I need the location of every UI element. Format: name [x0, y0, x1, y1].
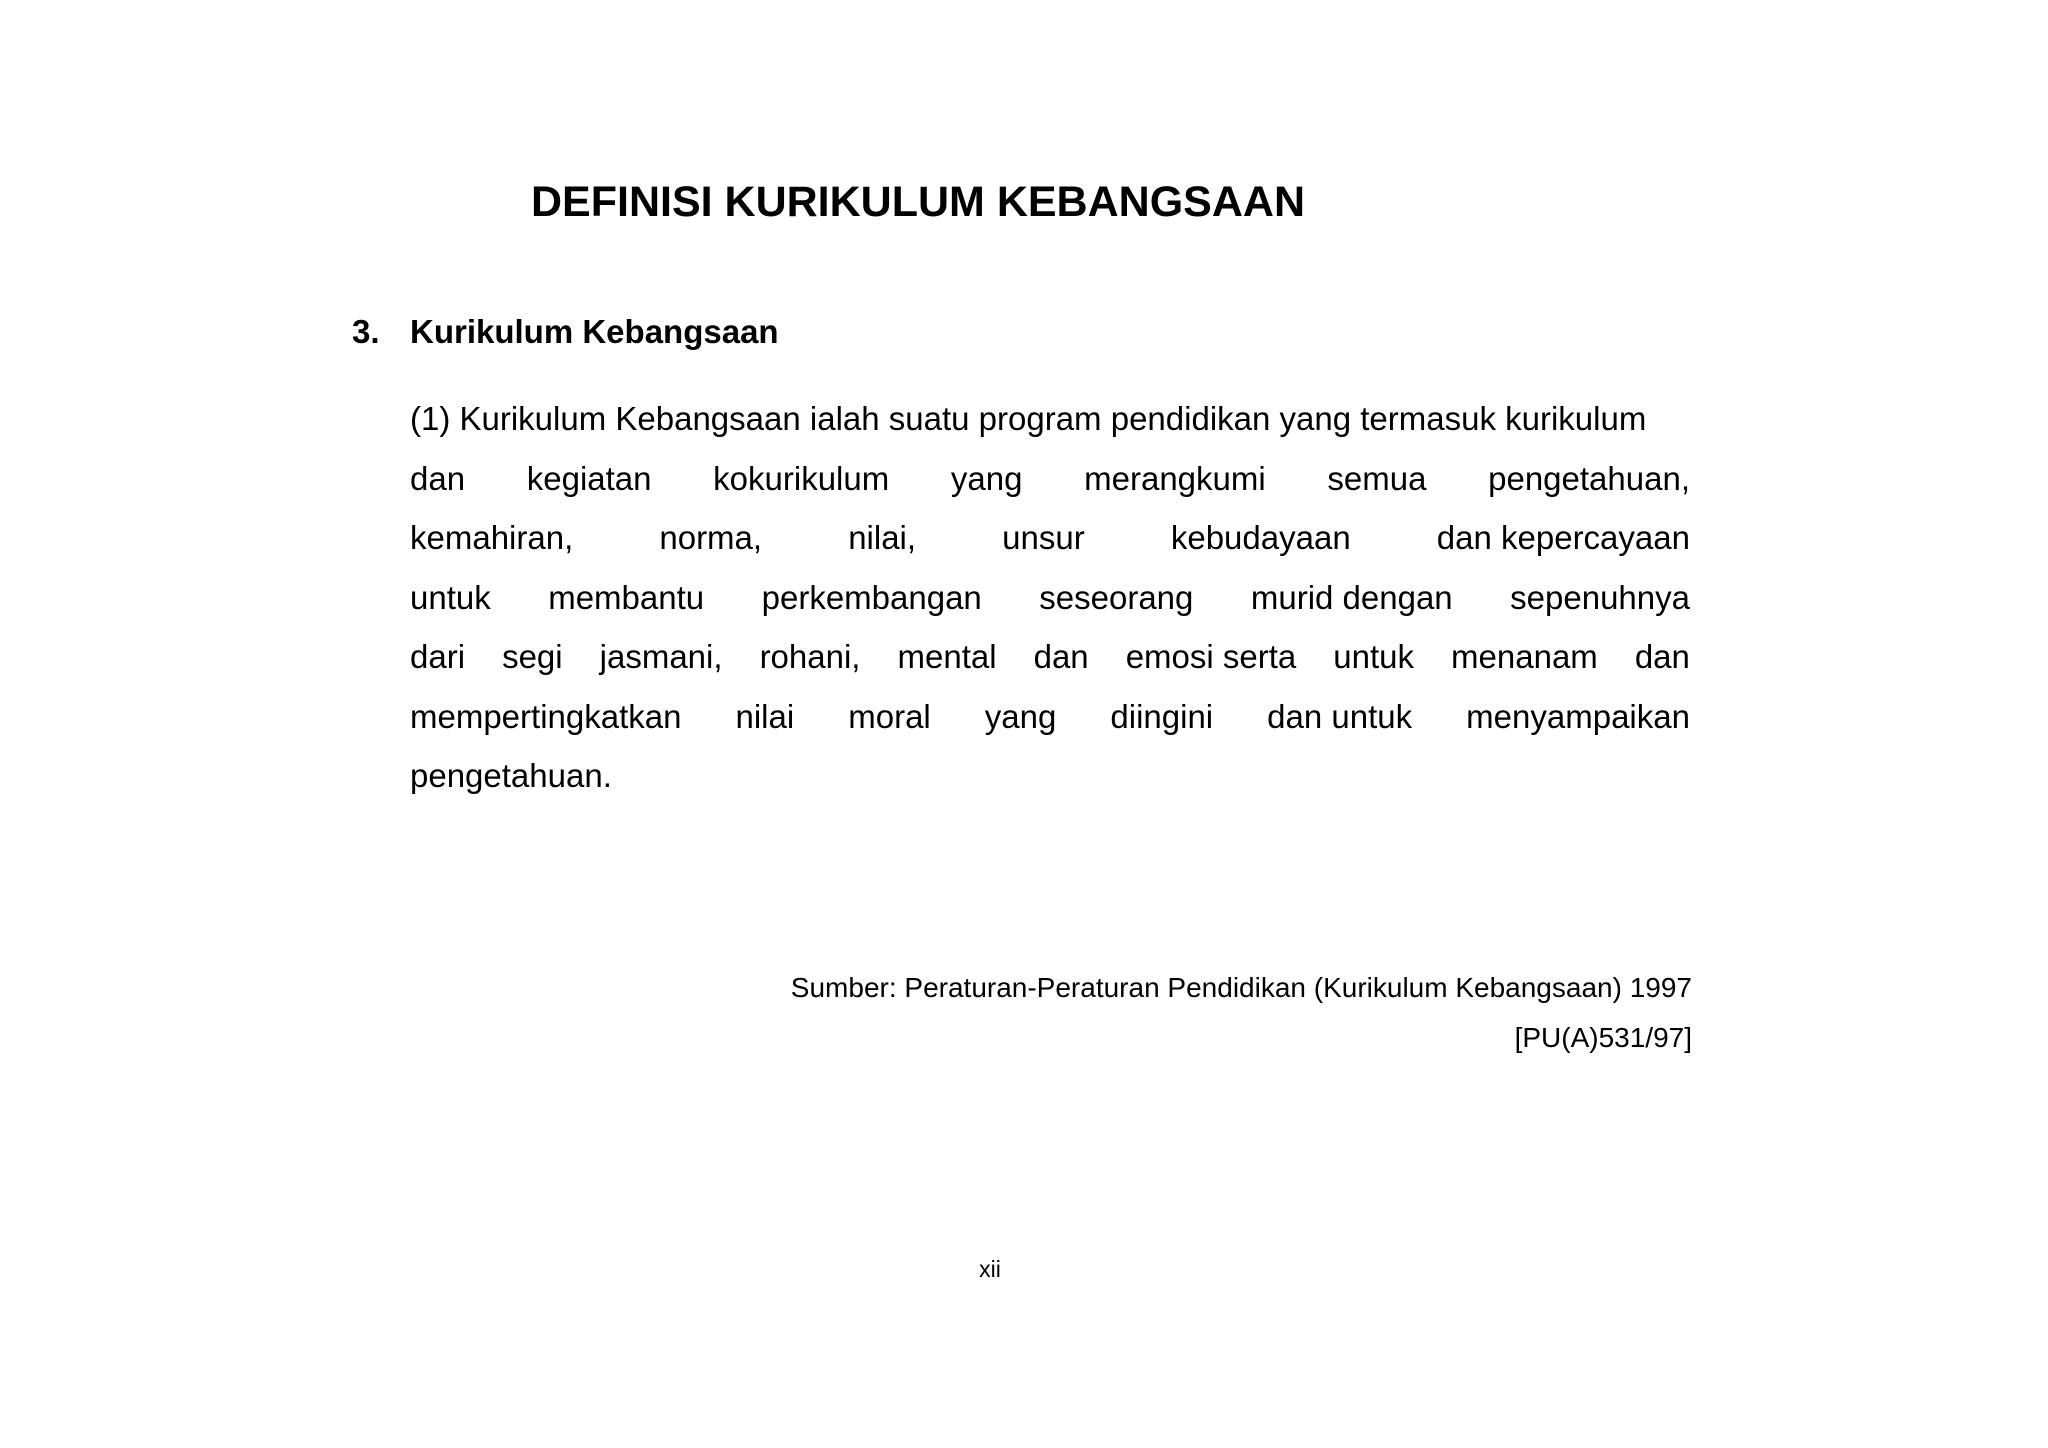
source-citation	[791, 963, 1692, 1063]
paragraph-word: merangkumi	[1084, 459, 1266, 497]
paragraph-word: diingini	[1110, 697, 1214, 735]
section-heading-text: Kurikulum Kebangsaan	[410, 313, 779, 350]
paragraph-word: nilai	[735, 697, 795, 735]
paragraph-word: (1) Kurikulum Kebangsaan ialah suatu program pendidikan yang termasuk kurikulum	[410, 400, 1647, 437]
paragraph-word: dan	[1634, 638, 1690, 675]
paragraph-word: kemahiran,	[410, 519, 574, 556]
paragraph-word: pengetahuan,	[1488, 459, 1690, 497]
paragraph-word: dan kepercayaan	[1436, 519, 1690, 556]
paragraph-word: unsur	[1002, 519, 1085, 556]
paragraph-word: mental	[897, 638, 997, 675]
source-citation-line-2: [PU(A)531/97]	[1514, 1022, 1692, 1053]
paragraph-word: moral	[848, 697, 931, 735]
paragraph-word: emosi serta	[1125, 638, 1297, 675]
paragraph-word: sepenuhnya	[1510, 578, 1690, 616]
paragraph-word: kebudayaan	[1170, 519, 1351, 556]
paragraph-line	[410, 389, 1690, 449]
paragraph-word: perkembangan	[761, 578, 982, 616]
paragraph-word: dan	[410, 459, 466, 497]
paragraph-word: mempertingkatkan	[410, 697, 682, 735]
paragraph-word: kokurikulum	[713, 459, 890, 497]
source-citation-line-1: Sumber: Peraturan-Peraturan Pendidikan (Kurikulum Kebangsaan) 1997	[790, 972, 1692, 1003]
paragraph-word: pengetahuan.	[410, 757, 612, 794]
paragraph-word: semua	[1327, 459, 1427, 497]
paragraph-word: nilai,	[848, 519, 917, 556]
page-number: xii	[979, 1256, 1001, 1282]
paragraph-word: murid dengan	[1250, 578, 1453, 616]
paragraph-line	[410, 568, 1690, 628]
definition-paragraph	[410, 389, 1690, 806]
paragraph-word: dan	[1033, 638, 1089, 675]
paragraph-word: dan untuk	[1267, 697, 1413, 735]
paragraph-word: seseorang	[1039, 578, 1194, 616]
paragraph-line	[410, 746, 1690, 806]
paragraph-word: dari	[410, 638, 466, 675]
paragraph-word: menyampaikan	[1466, 697, 1690, 735]
section-heading	[352, 310, 779, 354]
paragraph-word: yang	[950, 459, 1023, 497]
paragraph-word: segi	[502, 638, 563, 675]
paragraph-line	[410, 627, 1690, 687]
paragraph-word: kegiatan	[526, 459, 652, 497]
paragraph-word: jasmani,	[599, 638, 723, 675]
paragraph-word: untuk	[1333, 638, 1415, 675]
section-number: 3.	[352, 313, 380, 350]
paragraph-word: membantu	[548, 578, 705, 616]
paragraph-word: menanam	[1451, 638, 1598, 675]
paragraph-line	[410, 687, 1690, 747]
paragraph-word: untuk	[410, 578, 491, 616]
paragraph-word: norma,	[659, 519, 763, 556]
paragraph-word: yang	[984, 697, 1057, 735]
paragraph-line	[410, 449, 1690, 509]
page-title: DEFINISI KURIKULUM KEBANGSAAN	[531, 178, 1305, 226]
paragraph-line	[410, 508, 1690, 568]
paragraph-word: rohani,	[759, 638, 861, 675]
